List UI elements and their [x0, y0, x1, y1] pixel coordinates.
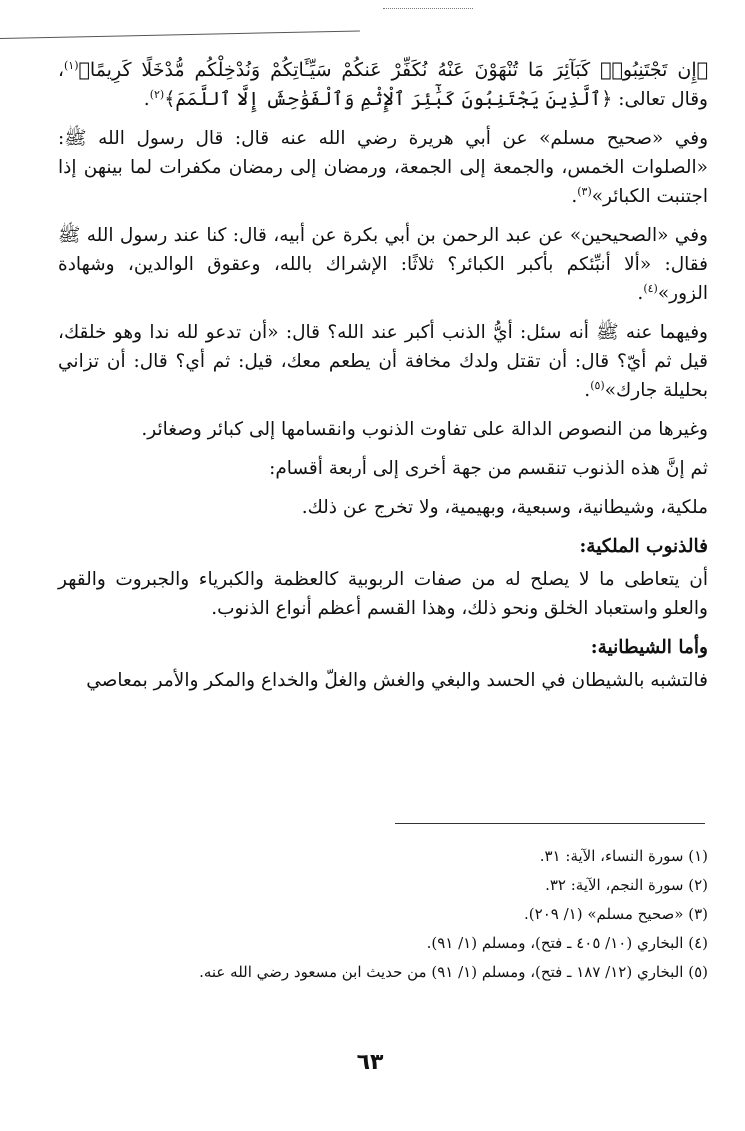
footnote-2: (٢) سورة النجم، الآية: ٣٢. [545, 876, 708, 894]
footnote-separator [395, 823, 705, 824]
paragraph-greatest-sin-hadith [58, 318, 708, 405]
heading-angelic-sins: فالذنوب الملكية: [579, 536, 708, 557]
paragraph-angelic-sins: أن يتعاطى ما لا يصلح له من صفات الربوبية كالعظمة والكبرياء والجبروت والقهر والعلو واستعباد الخلق ونحو ذلك، وهذا القسم أعظم أنواع الذنوب. [58, 569, 708, 619]
paragraph-sahihain-hadith [58, 221, 708, 308]
period: . [637, 283, 644, 304]
hadith-text-1: وفي «صحيح مسلم» عن أبي هريرة رضي الله عنه قال: قال رسول الله ﷺ: «الصلوات الخمس، والجمعة إلى الجمعة، ورمضان إلى رمضان مكفرات لما بينهن إذا اجتنبت الكبائر» [58, 128, 708, 207]
paragraph-muslim-hadith [58, 124, 708, 211]
footnote-4: (٤) البخاري (١٠/ ٤٠٥ ـ فتح)، ومسلم (١/ ٩١). [426, 934, 708, 952]
hadith-text-3: وفيهما عنه ﷺ أنه سئل: أيُّ الذنب أكبر عند الله؟ قال: «أن تدعو لله ندا وهو خلقك، قيل ثم أيّ؟ قال: أن تقتل ولدك مخافة أن يطعم معك، قيل: ثم أي؟ قال: أن تزاني بحليلة جارك» [58, 322, 708, 401]
top-dotted-mark [383, 8, 473, 9]
period: . [143, 89, 150, 110]
main-text [58, 56, 708, 705]
connector-text: ، وقال تعالى: [58, 60, 708, 110]
footnote-3: (٣) «صحيح مسلم» (١/ ٢٠٩). [524, 905, 708, 923]
footnote-ref-1: (١) [63, 58, 79, 72]
footnote-ref-3: (٣) [577, 184, 592, 198]
paragraph-quran-verses [58, 56, 708, 114]
paragraph-other-texts: وغيرها من النصوص الدالة على تفاوت الذنوب وانقسامها إلى كبائر وصغائر. [141, 419, 708, 440]
heading-satanic-sins: وأما الشيطانية: [590, 637, 708, 658]
paragraph-division-list: ملكية، وشيطانية، وسبعية، وبهيمية، ولا تخرج عن ذلك. [301, 497, 708, 518]
paragraph-four-divisions: ثم إنَّ هذه الذنوب تنقسم من جهة أخرى إلى أربعة أقسام: [269, 458, 708, 479]
top-rule [0, 30, 360, 39]
quran-verse-1: ﴿إِن تَجْتَنِبُوا۟ كَبَآئِرَ مَا تُنْهَوْنَ عَنْهُ نُكَفِّرْ عَنكُمْ سَيِّـَٔاتِكُمْ وَنُدْخِلْكُم مُّدْخَلًا كَرِيمًا﴾ [78, 59, 708, 81]
hadith-text-2: وفي «الصحيحين» عن عبد الرحمن بن أبي بكرة عن أبيه، قال: كنا عند رسول الله ﷺ فقال: «ألا أنبِّئكم بأكبر الكبائر؟ ثلاثًا: الإشراك بالله، وعقوق الوالدين، وشهادة الزور» [58, 225, 708, 304]
quran-verse-2: ﴿ٱلَّذِينَ يَجْتَنِبُونَ كَبَٰٓئِرَ ٱلْإِثْمِ وَٱلْفَوَٰحِشَ إِلَّا ٱللَّمَمَ﴾ [164, 88, 613, 110]
period: . [584, 380, 591, 401]
page-number: ٦٣ [356, 1050, 384, 1075]
footnote-ref-2: (٢) [149, 87, 165, 101]
paragraph-satanic-sins: فالتشبه بالشيطان في الحسد والبغي والغش والغلّ والخداع والمكر والأمر بمعاصي [86, 670, 708, 691]
period: . [571, 186, 578, 207]
footnote-ref-4: (٤) [643, 281, 658, 295]
footnote-5: (٥) البخاري (١٢/ ١٨٧ ـ فتح)، ومسلم (١/ ٩١) من حديث ابن مسعود رضي الله عنه. [199, 963, 708, 981]
footnote-ref-5: (٥) [590, 378, 605, 392]
footnotes [150, 842, 708, 987]
footnote-1: (١) سورة النساء، الآية: ٣١. [539, 847, 708, 865]
